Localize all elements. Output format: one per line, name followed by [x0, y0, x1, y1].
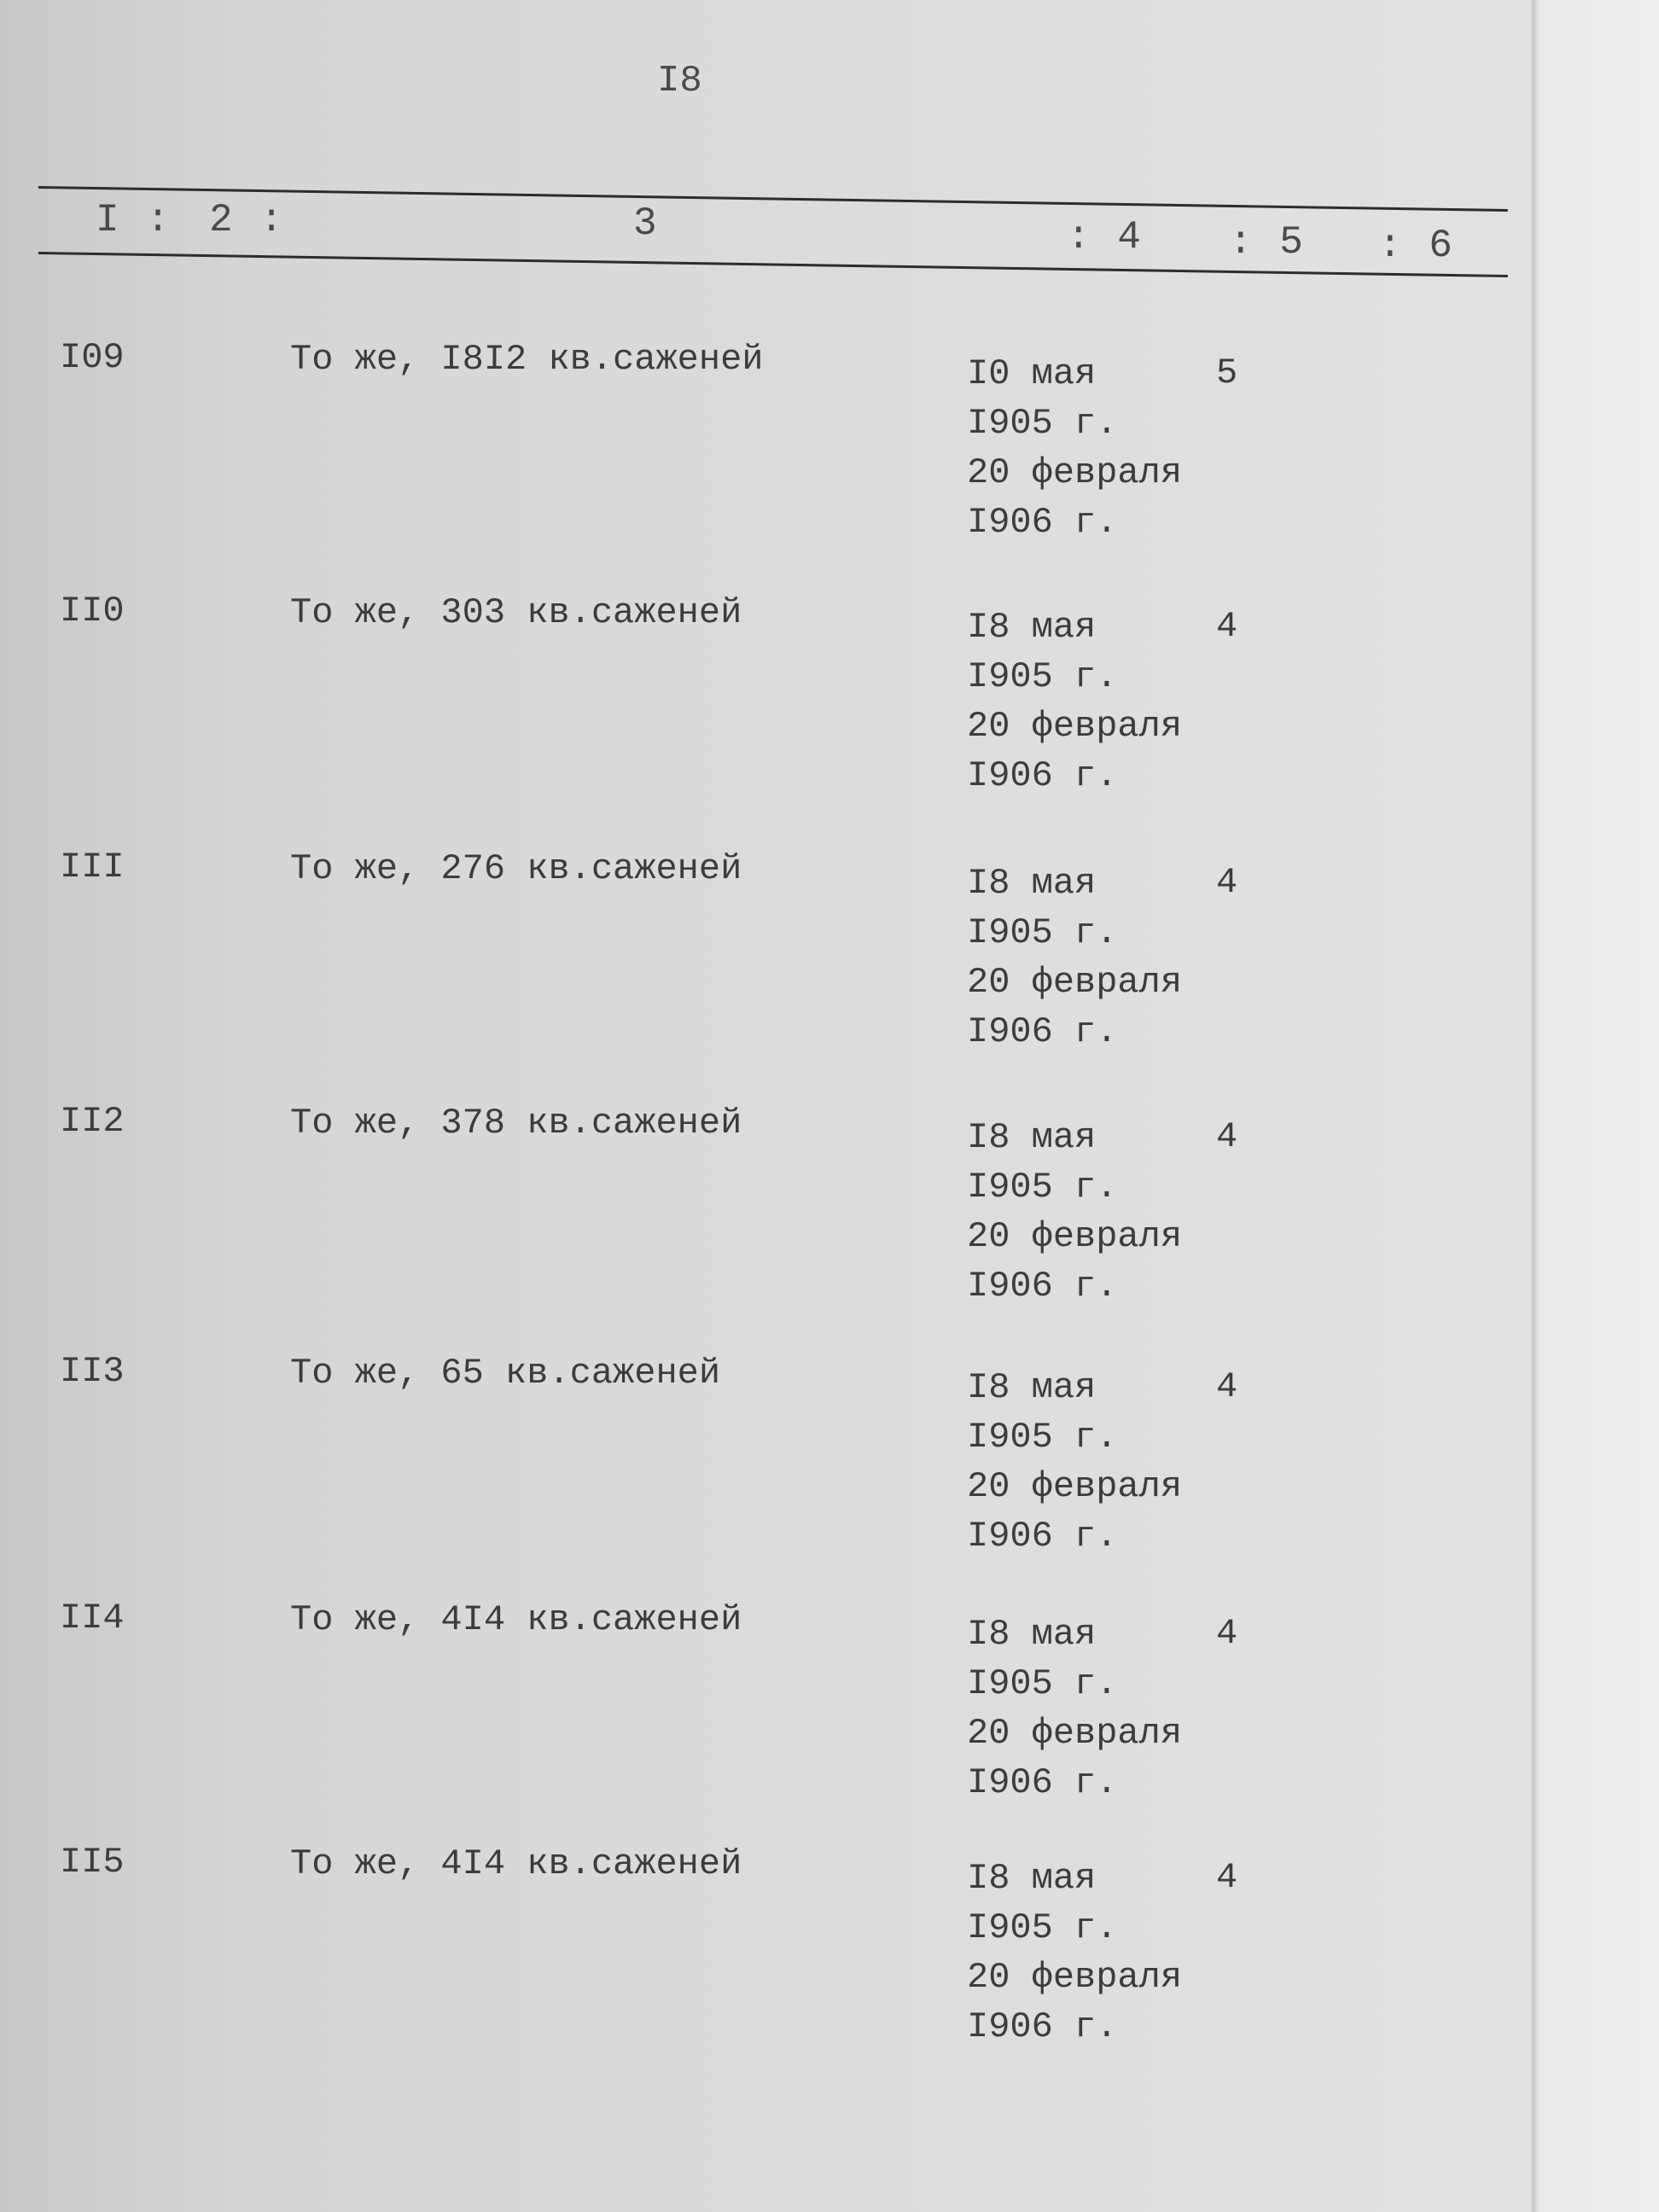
page-number: I8	[657, 60, 702, 102]
row-description: То же, 65 кв.саженей	[290, 1353, 721, 1394]
date-end-year: I906 г.	[967, 1516, 1118, 1557]
date-start-day: I0 мая	[967, 353, 1097, 394]
date-end-year: I906 г.	[967, 2006, 1118, 2047]
column-header-1: I :	[96, 198, 172, 242]
row-dates	[967, 349, 1182, 547]
date-end-day: 20 февраля	[967, 1216, 1183, 1257]
row-number: III	[60, 847, 125, 888]
date-end-year: I906 г.	[967, 502, 1118, 543]
date-end-day: 20 февраля	[967, 706, 1183, 747]
date-start-year: I905 г.	[967, 656, 1118, 697]
row-number: II0	[60, 591, 125, 632]
row-description: То же, 4I4 кв.саженей	[290, 1843, 742, 1884]
table-row	[0, 1101, 1536, 1348]
table-row	[0, 1598, 1536, 1845]
date-start-year: I905 г.	[967, 1907, 1118, 1948]
row-quantity: 4	[1216, 1613, 1238, 1654]
date-end-day: 20 февраля	[967, 1713, 1183, 1754]
date-end-day: 20 февраля	[967, 962, 1183, 1003]
row-description: То же, 303 кв.саженей	[290, 592, 742, 633]
date-start-day: I8 мая	[967, 863, 1097, 904]
date-start-day: I8 мая	[967, 1614, 1097, 1655]
column-header-3: 3	[633, 201, 659, 246]
row-description: То же, 276 кв.саженей	[290, 848, 742, 889]
date-end-year: I906 г.	[967, 755, 1118, 796]
row-quantity: 4	[1216, 862, 1238, 903]
row-quantity: 5	[1216, 352, 1238, 393]
date-start-year: I905 г.	[967, 1167, 1118, 1208]
row-quantity: 4	[1216, 1366, 1238, 1407]
row-quantity: 4	[1216, 606, 1238, 647]
table-row	[0, 1842, 1536, 2089]
date-start-day: I8 мая	[967, 1858, 1097, 1899]
date-start-day: I8 мая	[967, 1367, 1097, 1408]
date-end-year: I906 г.	[967, 1266, 1118, 1307]
table-row	[0, 1351, 1536, 1598]
date-end-day: 20 февраля	[967, 1466, 1183, 1507]
row-number: I09	[60, 337, 125, 378]
row-dates	[967, 1113, 1182, 1311]
row-dates	[967, 602, 1182, 800]
date-start-day: I8 мая	[967, 607, 1097, 648]
row-number: II2	[60, 1101, 125, 1142]
table-row	[0, 847, 1536, 1094]
row-description: То же, 378 кв.саженей	[290, 1103, 742, 1144]
row-quantity: 4	[1216, 1116, 1238, 1157]
row-description: То же, 4I4 кв.саженей	[290, 1599, 742, 1640]
row-quantity: 4	[1216, 1857, 1238, 1898]
table-row	[0, 337, 1536, 585]
date-end-day: 20 февраля	[967, 1957, 1183, 1998]
date-start-day: I8 мая	[967, 1117, 1097, 1158]
column-header-4: : 4	[1067, 215, 1143, 259]
table-row	[0, 591, 1536, 838]
page-edge	[1532, 0, 1659, 2212]
row-dates	[967, 1610, 1182, 1807]
column-header-2: 2 :	[209, 198, 285, 242]
date-start-year: I905 г.	[967, 912, 1118, 953]
date-start-year: I905 г.	[967, 1417, 1118, 1458]
date-end-year: I906 г.	[967, 1011, 1118, 1052]
row-dates	[967, 1363, 1182, 1561]
row-dates	[967, 1854, 1182, 2052]
date-end-day: 20 февраля	[967, 452, 1183, 493]
date-start-year: I905 г.	[967, 1663, 1118, 1704]
row-number: II4	[60, 1598, 125, 1639]
row-number: II3	[60, 1351, 125, 1392]
row-description: То же, I8I2 кв.саженей	[290, 339, 764, 380]
date-end-year: I906 г.	[967, 1762, 1118, 1803]
date-start-year: I905 г.	[967, 403, 1118, 444]
column-header-6: : 6	[1378, 224, 1454, 268]
row-number: II5	[60, 1842, 125, 1883]
column-header-5: : 5	[1229, 220, 1305, 265]
row-dates	[967, 859, 1182, 1057]
